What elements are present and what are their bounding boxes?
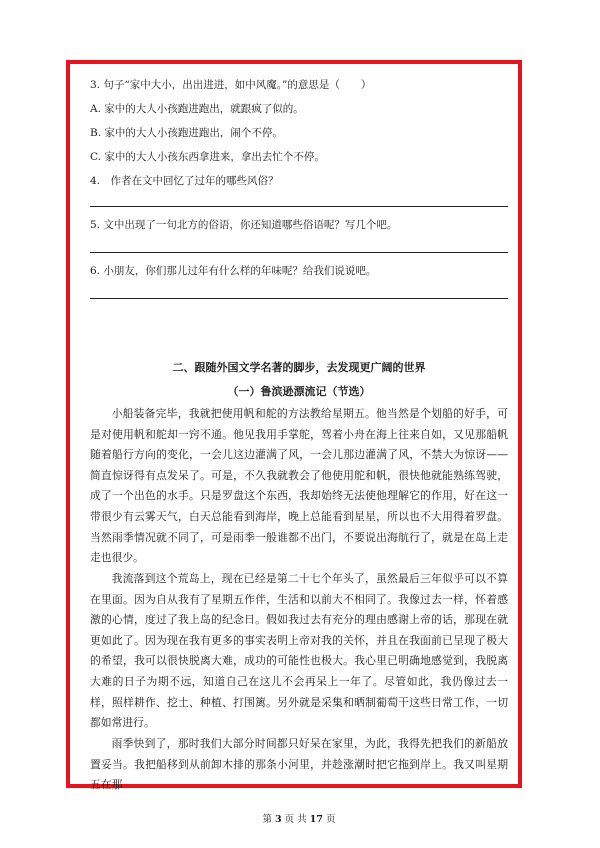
question-3-option-c: C. 家中的大人小孩东西拿进来，拿出去忙个不停。 [90,151,325,163]
section-title: 二、跟随外国文学名著的脚步，去发现更广阔的世界 [172,361,426,374]
question-6: 6. 小朋友，你们那儿过年有什么样的年味呢？给我们说说吧。 [90,265,377,277]
footer-total-pages: 17 [309,814,323,825]
footer-prefix: 第 [262,814,276,825]
answer-line-q5[interactable] [90,252,508,253]
question-3-option-b: B. 家中的大人小孩跑进跑出，闹个不停。 [90,127,283,139]
section-subtitle: （一）鲁滨逊漂流记（节选） [227,385,371,398]
footer-page-number: 3 [275,814,282,825]
question-5: 5. 文中出现了一句北方的俗语，你还知道哪些俗语呢？写几个吧。 [90,219,398,231]
passage-paragraph-2: 我流落到这个荒岛上，现在已经是第二十七个年头了，虽然最后三年似乎可以不算在里面。因为自从我有了星期五作伴，生活和以前大不相同了。我像过去一样，怀着感激的心情，度过了我上岛的纪念日。假如我过去有充分的理由感谢上帝的话，那现在就更如此了。因为现在我有更多的事实表明上帝对我的关怀，并且在我面前已呈现了极大的希望，我可以很快脱离大难，成功的可能性也极大。我心里已明确地感觉到，我脱离大难的日子为期不远，知道自己在这儿不会再呆上一年了。尽管如此，我仍像过去一样，照样耕作、挖土、种植、打围篱。另外就是采集和晒制葡萄干这些日常工作，一切都如常进行。 [90,572,508,730]
question-3-stem: 3. 句子“家中大小，出出进进，如中风魔。”的意思是（ ） [90,79,372,91]
footer-middle: 页 共 [281,814,310,825]
page-footer [90,814,508,826]
passage-paragraph-1: 小船装备完毕，我就把使用帆和舵的方法教给星期五。他当然是个划船的好手，可是对使用帆和舵却一窍不通。他见我用手掌舵，驾着小舟在海上往来自如，又见那船帆随着船行方向的变化，一会儿这边灌满了风，一会儿那边灌满了风，不禁大为惊讶——简直惊讶得有点发呆了。可是，不久我就教会了他使用舵和帆，很快他就能熟练驾驶，成了一个出色的水手。只是罗盘这个东西，我却始终无法使他理解它的作用，好在这一带很少有云雾天气，白天总能看到海岸，晚上总能看到星星，所以也不大用得着罗盘。当然雨季情况就不同了，可是雨季一般谁都不出门，不要说出海航行了，就是在岛上走走也很少。 [90,407,508,565]
answer-line-q6[interactable] [90,298,508,299]
answer-line-q4[interactable] [90,206,508,207]
footer-suffix: 页 [322,814,336,825]
passage-paragraph-3: 雨季快到了，那时我们大部分时间都只好呆在家里，为此，我得先把我们的新船放置妥当。我把船移到从前卸木排的那条小河里，并趁涨潮时把它拖到岸上。我又叫星期五在那 [90,737,508,792]
question-3-option-a: A. 家中的大人小孩跑进跑出，就跟疯了似的。 [90,103,304,115]
question-4: 4. 作者在文中回忆了过年的哪些风俗？ [90,175,279,187]
